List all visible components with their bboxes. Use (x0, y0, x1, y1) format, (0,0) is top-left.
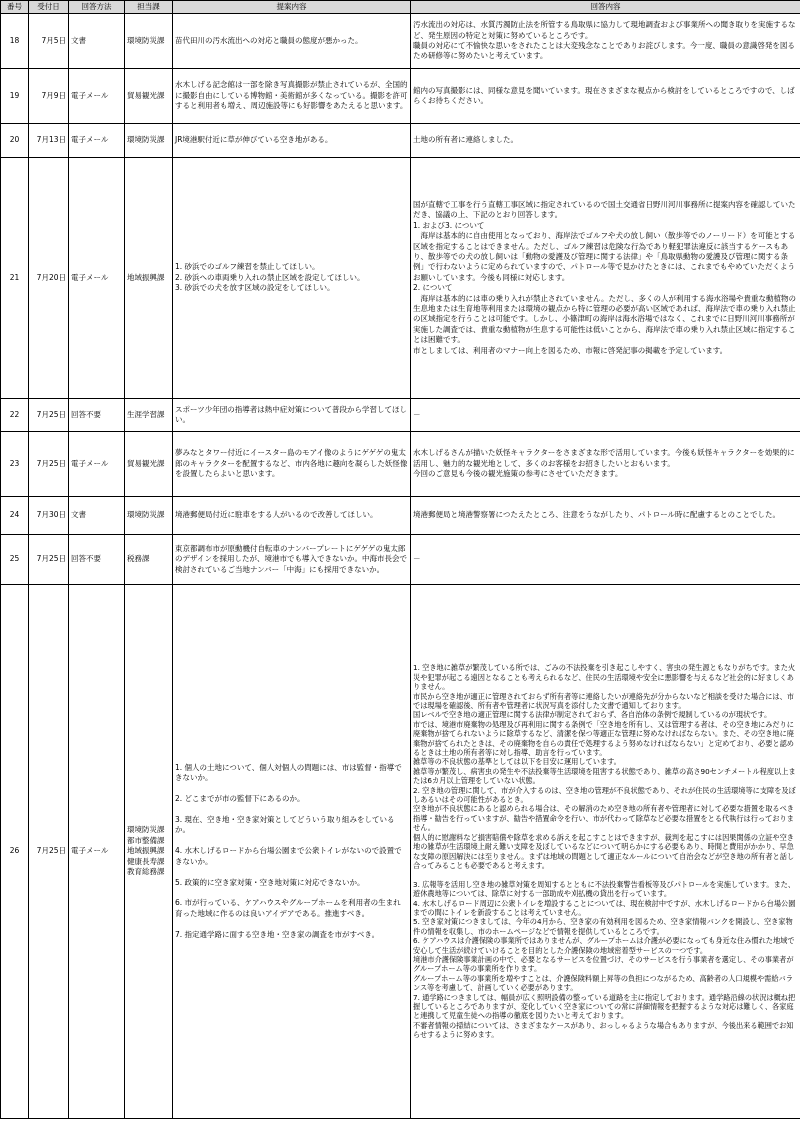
row-department: 貿易観光課 (125, 69, 173, 124)
table-row (1, 535, 800, 585)
row-proposal: 1. 個人の土地について、個人対個人の問題には、市は監督・指導できないか。 2. どこまでが市の監督下にあるのか。 3. 現在、空き地・空き家対策としてどういう取り組みをしているか。 4. 水木しげるロードから台場公園まで公衆トイレがないので設置できないか。 5. 政策的に空き家対策・空き地対策に対応できないか。 6. 市が行っている、ケアハウスやグループホームを利用者の生まれ育った地域に作るのは良いアイデアである。推進すべき。 7. 指定通学路に面する空き地・空き家の調査を市がすべき。 (173, 585, 411, 1119)
row-answer: － (411, 535, 800, 585)
header-number: 番号 (1, 1, 29, 14)
header-received-date: 受付日 (29, 1, 69, 14)
header-answer: 回答内容 (411, 1, 800, 14)
row-number: 22 (1, 399, 29, 432)
row-number: 20 (1, 124, 29, 158)
header-proposal: 提案内容 (173, 1, 411, 14)
row-method: 電子メール (69, 69, 125, 124)
row-answer: 境港郵便局と境港警察署につたえたところ、注意をうながしたり、パトロール時に配慮するとのことでした。 (411, 497, 800, 535)
row-department: 貿易観光課 (125, 432, 173, 497)
row-answer: 館内の写真撮影には、同様な意見を聞いています。現在さまざまな視点から検討をしているところですので、しばらくお待ちください。 (411, 69, 800, 124)
row-department: 環境防災課 (125, 14, 173, 69)
row-department: 地域振興課 (125, 158, 173, 399)
row-number: 23 (1, 432, 29, 497)
row-number: 19 (1, 69, 29, 124)
row-method: 回答不要 (69, 399, 125, 432)
row-proposal: 境港郵便局付近に駐車をする人がいるので改善してほしい。 (173, 497, 411, 535)
row-date: 7月25日 (29, 399, 69, 432)
row-date: 7月20日 (29, 158, 69, 399)
row-method: 電子メール (69, 158, 125, 399)
row-answer: 1. 空き地に雑草が繁茂している所では、ごみの不法投棄を引き起こしやすく、害虫の発生源ともなりがちです。また火災や犯罪が起こる遠因となることも考えられるなど、住民の生活環境や安全に悪影響を与えるなど社会的に好ましくありません。 市民から空き地が適正に管理されておらず所有者等に連絡したいが連絡先が分からないなど相談を受けた場合には、市では現場を確認後、所有者や管理者に状況写真を添付した文書で通知しております。 国レベルで空き地の適正管理に関する法律が制定されておらず、各自治体の条例で規制しているのが現状です。 市では、境港市廃棄物の処理及び再利用に関する条例で「空き地を所有し、又は管理する者は、その空き地にみだりに廃棄物が捨てられないように除草するなど、清潔を保つ等適正な管理に努めなければならない。また、その空き地に廃棄物が捨てられたときは、その廃棄物を自らの責任で処理するよう努めなければならない」と定めており、必要と認めるときは土地の所有者等に対し指導、助言を行っています。 雑草等の不良状態の基準としては以下を目安に運用しています。 雑草等が繁茂し、病害虫の発生や不法投棄等生活環境を阻害する状態であり、雑草の高さ90センチメートル程度以上または6カ月以上管理をしていない状態。 2. 空き地の管理に関して、市が介入するのは、空き地の管理が不良状態であり、それが住民の生活環境等に支障を及ぼしあるいはその可能性があるとき。 空き地が不良状態にあると認められる場合は、その解消のため空き地の所有者や管理者に対して必要な措置を取るべき指導・勧告を行っていますが、勧告や措置命令を行い、市が代わって除草など必要な措置をとる代執行は行っておりません。 個人的に慰謝料など損害賠償や除草を求める訴えを起こすことはできますが、裁判を起こすには因果関係の立証や空き地の雑草が生活環境上耐え難い支障を及ぼしているなどについて明らかにする必要もあり、時間と費用がかかり、早急な支障の原因解決には至りません。まずは地域の問題として適正なルールについて自治会などが空き地の所有者と話し合ってみることも必要であると考えます。 3. 広報等を活用し空き地の雑草対策を周知するとともに不法投棄警告看板等及びパトロールを実施しています。また、遊休農地等については、除草に対する一部助成や刈払機の貸出を行っています。 4. 水木しげるロード周辺に公衆トイレを増設することについては、現在検討中ですが、水木しげるロードから台場公園までの間にトイレを新設することは考えていません。 5. 空き家対策につきましては、今年の4月から、空き家の有効利用を図るため、空き家情報バンクを開設し、空き家物件の情報を収集し、市のホームページなどで情報を提供しているところです。 6. ケアハウスは介護保険の事業所ではありませんが、グループホームは介護が必要になっても身近な住み慣れた地域で安心して生活が続けていけることを目的とした介護保険の地域密着型サービスの一つです。 境港市介護保険事業計画の中で、必要となるサービスを位置づけ、そのサービスを行う事業者を選定し、その事業者がグループホーム等の事業所を作ります。 グループホーム等の事業所を増やすことは、介護保険料額上昇等の負担につながるため、高齢者の人口規模や需給バランス等を考慮して、計画していく必要があります。 7. 通学路につきましては、幅員が広く照明設備の整っている道路を主に指定しております。通学路沿線の状況は概ね把握しているところでありますが、変化していく空き家についての常に詳細情報を把握するような対応は難しく、各家庭と連携して児童生徒への指導の徹底を図りたいと考えております。 不審者情報の掃結については、さまざまなケースがあり、おっしゃるような場合もありますが、今後出来る範囲でお知らせするように努めます。 (411, 585, 800, 1119)
row-department: 生涯学習課 (125, 399, 173, 432)
table-row (1, 432, 800, 497)
row-proposal: 夢みなとタワー付近にイースター島のモアイ像のようにゲゲゲの鬼太郎のキャラクターを配置するなど、市内各地に趣向を凝らした妖怪像を設置したらよいと思います。 (173, 432, 411, 497)
row-department: 税務課 (125, 535, 173, 585)
row-method: 回答不要 (69, 535, 125, 585)
row-method: 文書 (69, 497, 125, 535)
row-department: 環境防災課 (125, 497, 173, 535)
row-department: 環境防災課 都市整備課 地域振興課 健康長寿課 教育総務課 (125, 585, 173, 1119)
row-proposal: スポーツ少年団の指導者は熱中症対策について普段から学習してほしい。 (173, 399, 411, 432)
row-proposal: 東京都調布市が原動機付自転車のナンバープレートにゲゲゲの鬼太郎のデザインを採用したが、境港市でも導入できないか。中海市長会で検討されているご当地ナンバー「中海」にも採用できないか。 (173, 535, 411, 585)
row-answer: 水木しげるさんが描いた妖怪キャラクターをさまざまな形で活用しています。今後も妖怪キャラクターを効果的に活用し、魅力的な観光地として、多くのお客様をお招きしたいとおもいます。 今回のご意見も今後の観光施策の参考にさせていただきます。 (411, 432, 800, 497)
row-date: 7月25日 (29, 585, 69, 1119)
row-date: 7月25日 (29, 432, 69, 497)
row-method: 文書 (69, 14, 125, 69)
table-row (1, 497, 800, 535)
row-method: 電子メール (69, 585, 125, 1119)
row-department: 環境防災課 (125, 124, 173, 158)
row-number: 25 (1, 535, 29, 585)
header-department: 担当課 (125, 1, 173, 14)
row-answer: 国が直轄で工事を行う直轄工事区域に指定されているので国土交通省日野川河川事務所に提案内容を確認していただき、協議の上、下記のとおり回答します。 1. および3. について 海岸は基本的に自由使用となっており、海岸法でゴルフや犬の放し飼い（散歩等でのノーリード）を可能とする区域を指定することはできません。ただし、ゴルフ練習は危険な行為であり軽犯罪法違反に該当するケースもあり、散歩等での犬の放し飼いは「動物の愛護及び管理に関する法律」や「鳥取県動物の愛護及び管理に関する条例」で行わないように定められていますので、パトロール等で見かけたときには、これまでもやめていただくようお願いしています。今後も同様に対応します。 2. について 海岸は基本的には車の乗り入れが禁止されていません。ただし、多くの人が利用する海水浴場や貴重な動植物の生息地または生育地等利用または環境の観点から特に管理の必要が高い区域であれば、海岸法で車の乗り入れ禁止の区域指定を行うことは可能です。しかし、小篠津町の海岸は海水浴場ではなく、これまでに日野川河川事務所が実施した調査では、貴重な動植物が生息する可能性は低いことから、海岸法で車の乗り入れ禁止区域に指定することは困難です。 市としましては、利用者のマナー向上を図るため、市報に啓発記事の掲載を予定しています。 (411, 158, 800, 399)
row-date: 7月30日 (29, 497, 69, 535)
row-answer: 土地の所有者に連絡しました。 (411, 124, 800, 158)
header-answer-method: 回答方法 (69, 1, 125, 14)
row-method: 電子メール (69, 124, 125, 158)
row-number: 26 (1, 585, 29, 1119)
table-row (1, 158, 800, 399)
row-number: 21 (1, 158, 29, 399)
table-row (1, 69, 800, 124)
row-number: 18 (1, 14, 29, 69)
table-row (1, 399, 800, 432)
row-proposal: JR境港駅付近に草が伸びている空き地がある。 (173, 124, 411, 158)
row-date: 7月13日 (29, 124, 69, 158)
row-method: 電子メール (69, 432, 125, 497)
table-row (1, 585, 800, 1119)
row-proposal: 苗代田川の汚水流出への対応と職員の態度が悪かった。 (173, 14, 411, 69)
row-date: 7月5日 (29, 14, 69, 69)
row-proposal: 1. 砂浜でのゴルフ練習を禁止してほしい。 2. 砂浜への車両乗り入れの禁止区域を設定してほしい。 3. 砂浜での犬を放す区域の設定をしてほしい。 (173, 158, 411, 399)
row-proposal: 水木しげる記念館は一部を除き写真撮影が禁止されているが、全国的に撮影自由にしている博物館・美術館が多くなっている。撮影を許可すると利用者も増え、周辺施設等にも好影響をあたえると思います。 (173, 69, 411, 124)
table-row (1, 14, 800, 69)
row-date: 7月9日 (29, 69, 69, 124)
row-date: 7月25日 (29, 535, 69, 585)
table-row (1, 124, 800, 158)
table-header-row (1, 1, 800, 14)
row-answer: － (411, 399, 800, 432)
row-number: 24 (1, 497, 29, 535)
row-answer: 汚水流出の対応は、水質汚濁防止法を所管する鳥取県に協力して現地調査および事業所への聞き取りを実施するなど、発生原因の特定と対策に努めているところです。 職員の対応にて不愉快な思いをされたことは大変残念なことでありお詫びします。今一度、職員の意識啓発を図るため研修等に努めたいと考えています。 (411, 14, 800, 69)
